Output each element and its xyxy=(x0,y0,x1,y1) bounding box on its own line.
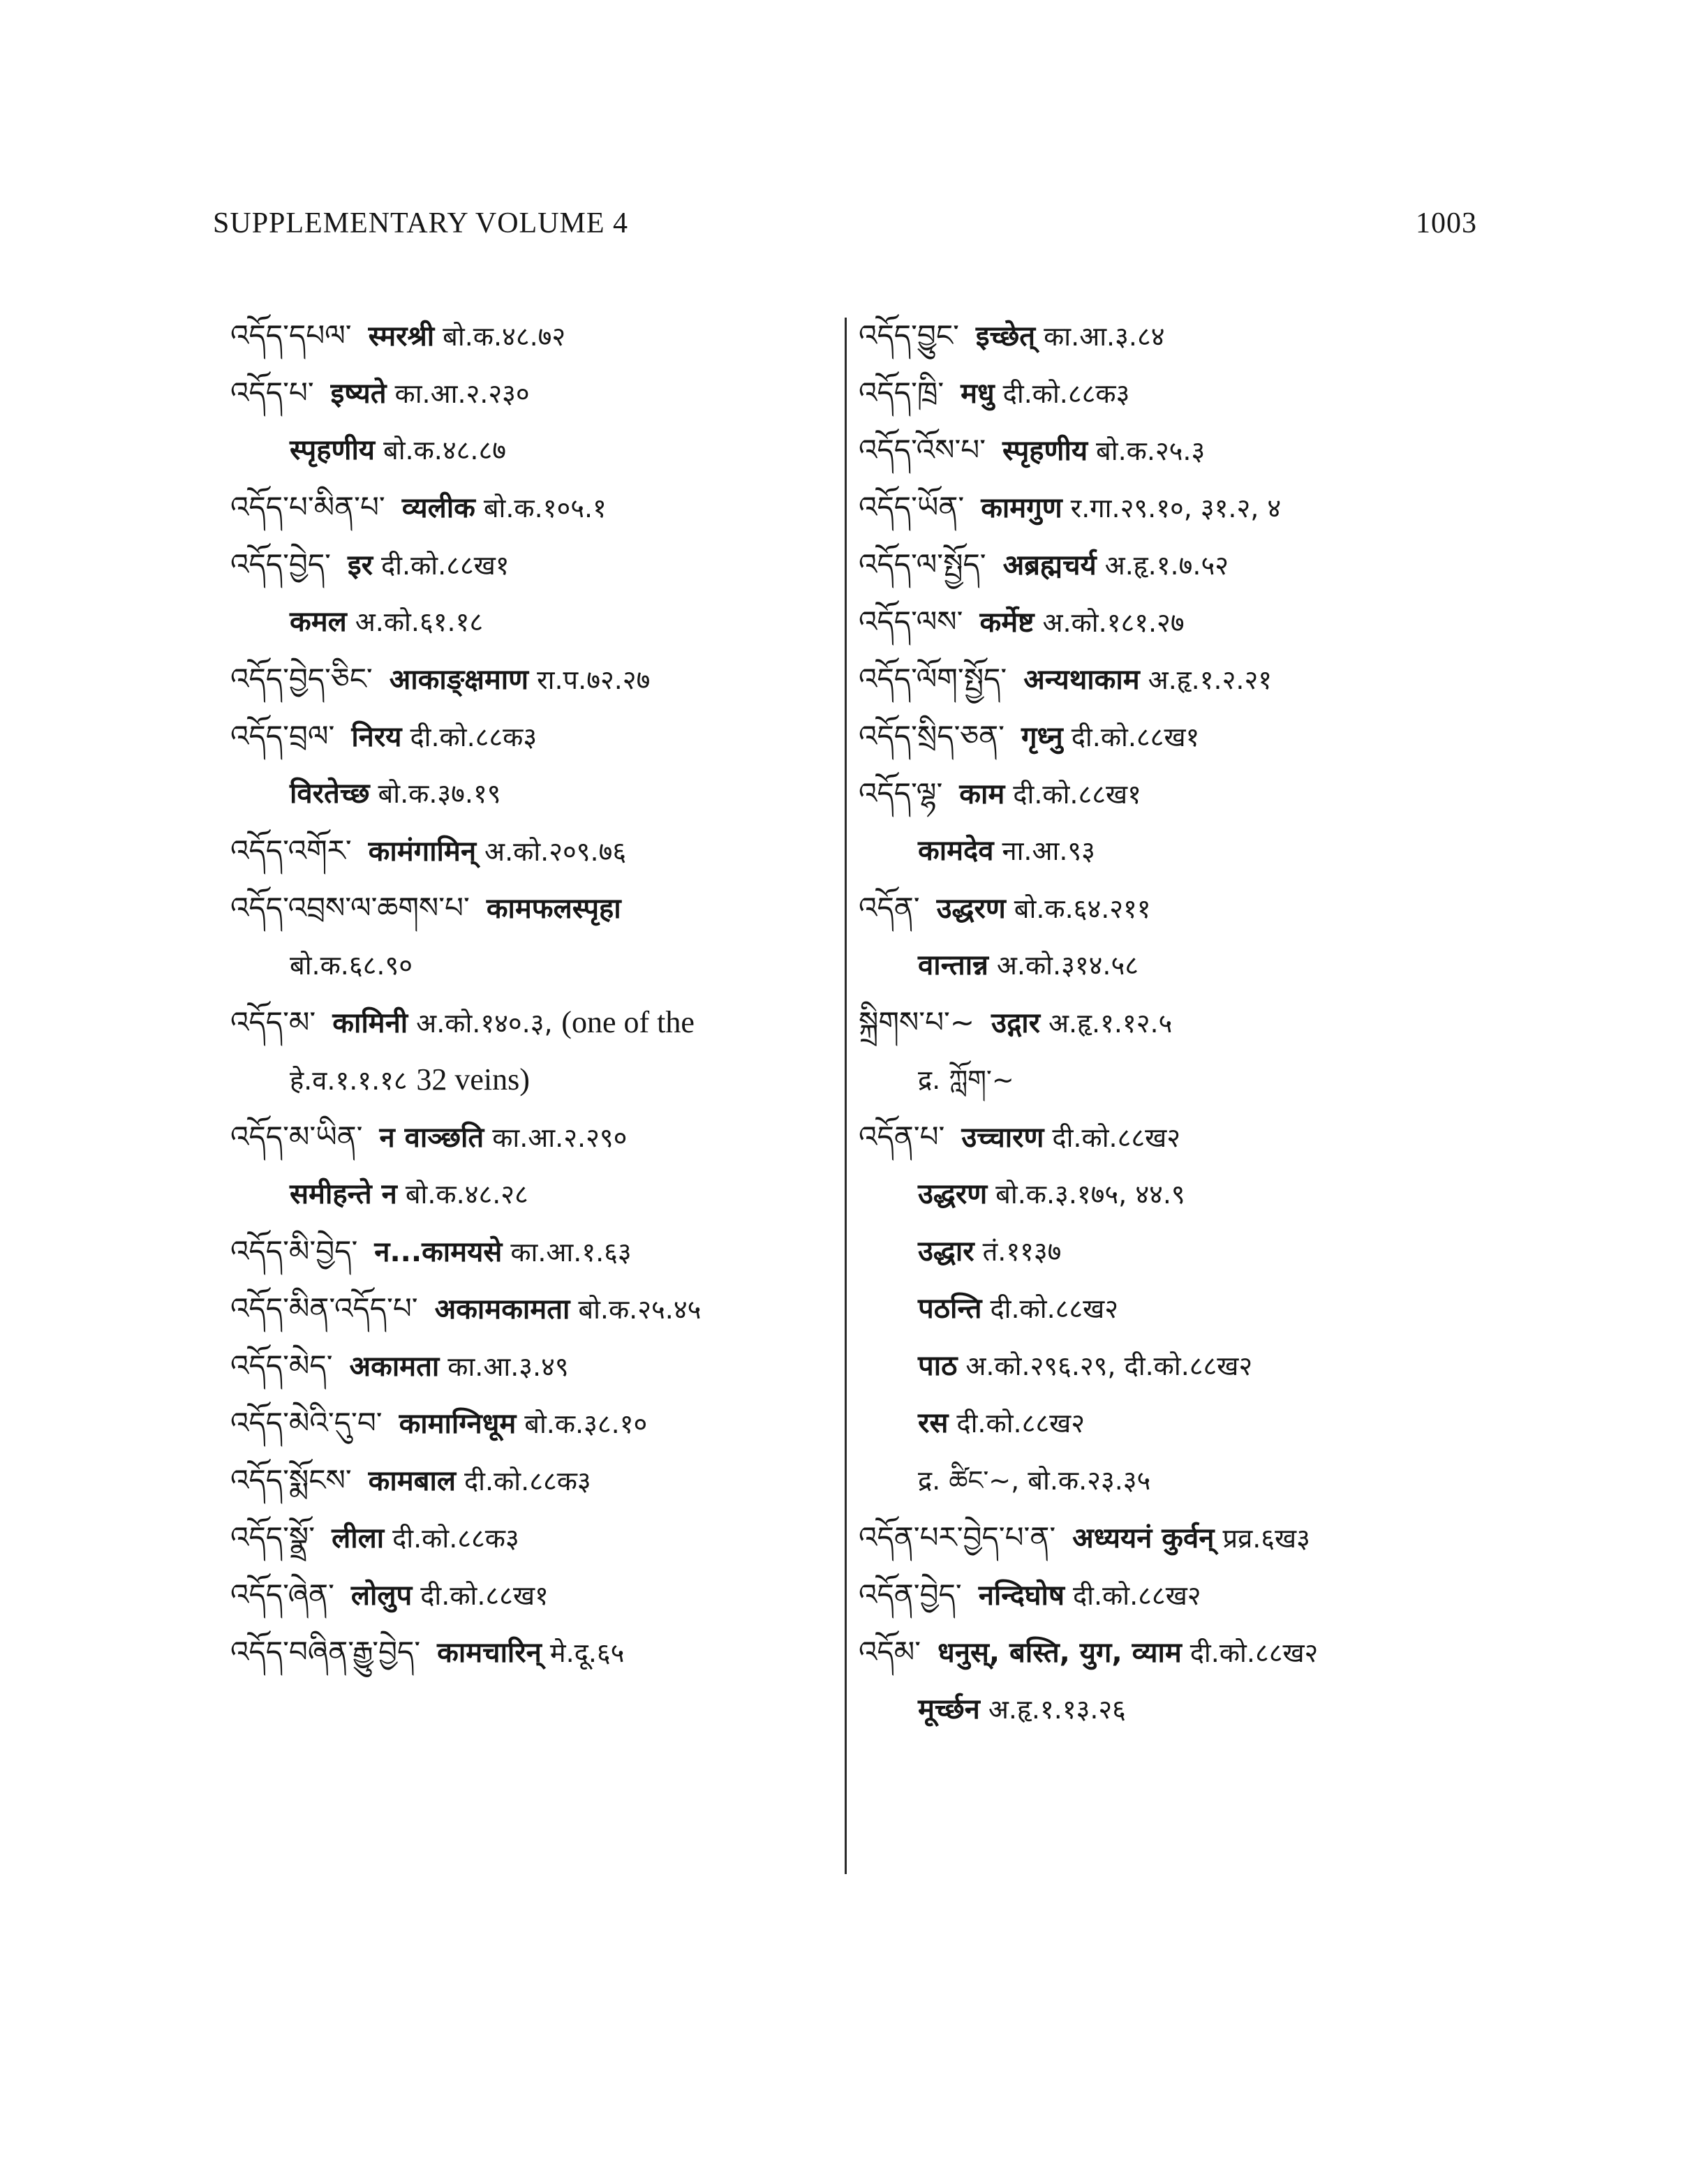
entry-continuation xyxy=(859,1337,1473,1395)
dictionary-entry xyxy=(230,536,838,593)
source-reference: हे.व.१.१.१८ xyxy=(290,1065,408,1096)
running-title: SUPPLEMENTARY VOLUME 4 xyxy=(213,207,629,239)
tibetan-headword: འདོད་འགོར་ xyxy=(230,833,352,868)
tibetan-headword: འདོད་འབྲས་ལ་ཆགས་པ་ xyxy=(230,891,470,925)
source-reference: दी.को.८८क३ xyxy=(464,1466,591,1496)
entry-continuation xyxy=(859,1166,1473,1223)
source-reference: दी.को.८८ख२ xyxy=(1072,1580,1201,1611)
sanskrit-equivalent: विरतेच्छ xyxy=(290,778,370,810)
source-reference: दी.को.८८ख१ xyxy=(1071,722,1200,752)
sanskrit-equivalent: रस xyxy=(918,1407,949,1439)
source-reference: दी.को.८८ख२ xyxy=(1052,1122,1180,1153)
sanskrit-equivalent: अकामता xyxy=(349,1351,440,1383)
sanskrit-equivalent: कमल xyxy=(290,606,347,638)
sanskrit-equivalent: लोलुप xyxy=(350,1580,413,1612)
tibetan-headword: འདོད་མེའི་དུ་བ་ xyxy=(230,1406,383,1440)
sanskrit-equivalent: इष्यते xyxy=(330,378,387,410)
dictionary-entry xyxy=(230,1566,838,1624)
dictionary-entry xyxy=(230,1509,838,1566)
sanskrit-equivalent: वान्तान्न xyxy=(918,949,988,981)
sanskrit-equivalent: कामफलस्पृहा xyxy=(486,893,621,925)
source-reference: बो.क.१०५.१ xyxy=(483,493,607,523)
page-number: 1003 xyxy=(1416,207,1477,239)
tibetan-headword: འདོམ་ xyxy=(859,1635,921,1669)
sanskrit-equivalent: कर्मेष्ट xyxy=(979,607,1035,639)
source-reference: द्र. ཚིང་~, बो.क.२३.३५ xyxy=(918,1465,1151,1496)
source-reference: दी.को.८८क३ xyxy=(1002,378,1130,409)
right-column xyxy=(859,307,1473,1738)
source-reference: दी.को.८८क३ xyxy=(410,722,538,752)
sanskrit-equivalent: मधु xyxy=(961,378,995,410)
page-header xyxy=(213,207,1477,248)
sanskrit-equivalent: स्मरश्री xyxy=(368,320,435,352)
entry-continuation xyxy=(859,1280,1473,1337)
source-reference: अ.को.२९६.२९, दी.को.८८ख२ xyxy=(965,1351,1253,1381)
sanskrit-equivalent: स्पृहणीय xyxy=(290,434,375,466)
entry-continuation xyxy=(859,1395,1473,1452)
source-reference: बो.क.६४.२११ xyxy=(1014,893,1151,924)
dictionary-entry xyxy=(859,364,1473,422)
source-reference: बो.क.४८.२८ xyxy=(405,1179,528,1210)
tibetan-headword: སྐྲིགས་པ་~ xyxy=(859,1005,975,1039)
source-reference: अ.को.६१.१८ xyxy=(355,607,484,637)
sanskrit-equivalent: व्यलीक xyxy=(401,492,475,524)
source-reference: का.आ.२.२३० xyxy=(394,378,530,409)
dictionary-entry xyxy=(230,1395,838,1452)
dictionary-entry xyxy=(230,479,838,536)
dictionary-entry xyxy=(859,1624,1473,1681)
tibetan-headword: འདོད་པ་མིན་པ་ xyxy=(230,490,385,524)
dictionary-entry xyxy=(230,822,838,879)
sanskrit-equivalent: स्पृहणीय xyxy=(1002,435,1088,467)
source-reference: का.आ.२.२९० xyxy=(492,1122,628,1153)
sanskrit-equivalent: उद्धरण xyxy=(936,893,1006,925)
tibetan-headword: འདོད་འོས་པ་ xyxy=(859,433,986,467)
tibetan-headword: འདོད་ཡོན་ xyxy=(859,490,965,524)
dictionary-entry xyxy=(859,422,1473,479)
dictionary-entry xyxy=(859,708,1473,765)
tibetan-headword: འདོན་ xyxy=(859,891,920,925)
tibetan-headword: འདོད་མ་ xyxy=(230,1005,316,1039)
dictionary-entry xyxy=(859,307,1473,364)
source-reference: बो.क.३८.१० xyxy=(524,1409,648,1439)
source-reference: का.आ.३.४९ xyxy=(447,1351,569,1382)
dictionary-entry xyxy=(859,1108,1473,1166)
dictionary-entry xyxy=(859,536,1473,593)
source-reference: बो.क.२५.४५ xyxy=(578,1294,702,1325)
sanskrit-equivalent: काम xyxy=(959,778,1005,810)
source-reference: दी.को.८८ख१ xyxy=(1013,779,1141,810)
sanskrit-equivalent: पाठ xyxy=(918,1350,958,1382)
dictionary-entry xyxy=(230,364,838,422)
source-reference: अ.को.२०९.७६ xyxy=(484,836,627,867)
tibetan-headword: འདོད་སྲིད་ཅན་ xyxy=(859,719,1005,753)
source-reference: दी.को.८८ख२ xyxy=(956,1408,1085,1439)
entry-continuation xyxy=(859,1051,1473,1108)
source-reference: अ.को.१४०.३, xyxy=(416,1008,553,1039)
english-note: (one of the xyxy=(561,1005,695,1039)
sanskrit-equivalent: कामगुण xyxy=(981,492,1062,524)
source-reference: का.आ.३.८४ xyxy=(1044,321,1165,352)
sanskrit-equivalent: कामचारिन् xyxy=(437,1637,542,1669)
tibetan-headword: འདོད་བྲལ་ xyxy=(230,719,335,753)
sanskrit-equivalent: इच्छेत् xyxy=(975,320,1036,352)
column-divider xyxy=(845,318,847,1874)
tibetan-headword: འདོད་བྱེད་ xyxy=(230,547,331,581)
source-reference: दी.को.८८ख१ xyxy=(420,1580,549,1611)
sanskrit-equivalent: अब्रह्मचर्य xyxy=(1002,549,1097,581)
source-reference: अ.को.१८१.२७ xyxy=(1042,607,1185,638)
dictionary-entry xyxy=(230,651,838,708)
entry-continuation xyxy=(230,593,838,651)
dictionary-entry xyxy=(859,1566,1473,1624)
source-reference: बो.क.४८.७२ xyxy=(443,321,566,352)
dictionary-entry xyxy=(859,593,1473,651)
tibetan-headword: འདོད་སྨོངས་ xyxy=(230,1463,352,1497)
source-reference: बो.क.३७.१९ xyxy=(378,778,501,809)
dictionary-entry xyxy=(859,765,1473,822)
english-note: 32 veins) xyxy=(416,1062,530,1097)
sanskrit-equivalent: अध्ययनं कुर्वन् xyxy=(1072,1522,1215,1554)
source-reference: दी.को.८८क३ xyxy=(392,1523,519,1554)
source-reference: अ.हृ.१.१३.२६ xyxy=(988,1694,1126,1725)
sanskrit-equivalent: अकामकामता xyxy=(434,1293,570,1325)
tibetan-headword: འདོད་བཞིན་རྒྱུ་བྱེད་ xyxy=(230,1635,421,1669)
source-reference: अ.को.३१४.५८ xyxy=(996,950,1139,981)
dictionary-entry xyxy=(859,479,1473,536)
entry-continuation xyxy=(859,822,1473,879)
tibetan-headword: འདོན་པ་ xyxy=(859,1120,945,1154)
sanskrit-equivalent: पठन्ति xyxy=(918,1293,982,1325)
source-reference: अ.हृ.१.१२.५ xyxy=(1048,1008,1173,1039)
dictionary-entry xyxy=(859,994,1473,1051)
source-reference: बो.क.३.१७५, ४४.९ xyxy=(995,1179,1185,1210)
source-reference: दी.को.८८ख२ xyxy=(990,1293,1119,1324)
source-reference: दी.को.८८ख१ xyxy=(380,550,510,581)
dictionary-entry xyxy=(230,1452,838,1509)
dictionary-entry xyxy=(859,1509,1473,1566)
sanskrit-equivalent: निरय xyxy=(351,721,402,753)
tibetan-headword: འདོད་བྱེད་ཅིང་ xyxy=(230,662,373,696)
sanskrit-equivalent: इर xyxy=(347,549,373,581)
dictionary-entry xyxy=(230,1337,838,1395)
dictionary-entry xyxy=(230,994,838,1051)
source-reference: रा.प.७२.२७ xyxy=(537,664,651,695)
source-reference: मे.दू.६५ xyxy=(549,1637,625,1668)
sanskrit-equivalent: लीला xyxy=(332,1522,385,1554)
tibetan-headword: འདོད་ལ་སྤྱོད་ xyxy=(859,547,986,581)
tibetan-headword: འདོད་བྱུང་ xyxy=(859,318,959,352)
tibetan-headword: འདོད་ཞེན་ xyxy=(230,1577,334,1612)
sanskrit-equivalent: नन्दिघोष xyxy=(978,1580,1065,1612)
sanskrit-equivalent: धनुस्, बस्ति, युग, व्याम xyxy=(937,1637,1182,1669)
dictionary-entry xyxy=(230,1624,838,1681)
tibetan-headword: འདོད་མེད་ xyxy=(230,1349,333,1383)
source-reference: अ.हृ.१.२.२१ xyxy=(1148,664,1272,695)
tibetan-headword: འདོན་བྱེད་ xyxy=(859,1577,962,1612)
dictionary-entry xyxy=(859,651,1473,708)
dictionary-entry xyxy=(230,1223,838,1280)
entry-continuation xyxy=(859,1223,1473,1280)
tibetan-headword: འདོད་ལྷ་ xyxy=(859,776,943,810)
source-reference: दी.को.८८ख२ xyxy=(1189,1637,1319,1668)
tibetan-headword: འདོན་པར་བྱེད་པ་ན་ xyxy=(859,1520,1056,1554)
sanskrit-equivalent: कामिनी xyxy=(332,1007,408,1039)
dictionary-entry xyxy=(230,307,838,364)
source-reference: द्र. ཀློག་~ xyxy=(918,1064,1014,1095)
entry-continuation xyxy=(230,937,838,994)
dictionary-entry xyxy=(230,1280,838,1337)
dictionary-entry xyxy=(230,879,838,937)
sanskrit-equivalent: उद्धार xyxy=(918,1235,974,1268)
tibetan-headword: འདོད་མི་བྱེད་ xyxy=(230,1234,358,1268)
source-reference: का.आ.१.६३ xyxy=(510,1237,632,1268)
tibetan-headword: འདོད་མ་ཡིན་ xyxy=(230,1120,363,1154)
source-reference: प्रव्र.६ख३ xyxy=(1222,1523,1310,1554)
sanskrit-equivalent: आकाङ्क्षमाण xyxy=(389,664,529,696)
sanskrit-equivalent: अन्यथाकाम xyxy=(1023,664,1140,696)
source-reference: बो.क.४८.८७ xyxy=(383,435,507,466)
sanskrit-equivalent: उद्गार xyxy=(991,1007,1040,1039)
sanskrit-equivalent: कामबाल xyxy=(368,1465,456,1497)
source-reference: तं.११३७ xyxy=(982,1236,1062,1267)
sanskrit-equivalent: कामाग्निधूम xyxy=(399,1408,517,1440)
source-reference: र.गा.२९.१०, ३१.२, ४ xyxy=(1070,493,1282,523)
dictionary-entry xyxy=(230,1108,838,1166)
source-reference: ना.आ.९३ xyxy=(1002,835,1095,866)
tibetan-headword: འདོད་མིན་འདོད་པ་ xyxy=(230,1291,418,1325)
entry-continuation xyxy=(230,765,838,822)
left-column xyxy=(230,307,838,1681)
tibetan-headword: འདོད་སྣྲོ་ xyxy=(230,1520,316,1554)
tibetan-headword: འདོད་ལོག་སྤྱོད་ xyxy=(859,662,1007,696)
sanskrit-equivalent: गृध्नु xyxy=(1021,721,1063,753)
tibetan-headword: འདོད་དཔལ་ xyxy=(230,318,352,352)
tibetan-headword: འདོད་པ་ xyxy=(230,376,314,410)
entry-continuation xyxy=(230,1051,838,1108)
tibetan-headword: འདོད་ལས་ xyxy=(859,604,963,639)
sanskrit-equivalent: समीहन्ते न xyxy=(290,1178,397,1210)
entry-continuation xyxy=(859,1452,1473,1509)
source-reference: बो.क.२५.३ xyxy=(1096,436,1206,466)
source-reference: बो.क.६८.९० xyxy=(290,950,413,981)
dictionary-entry xyxy=(859,879,1473,937)
sanskrit-equivalent: कामदेव xyxy=(918,835,994,867)
entry-continuation xyxy=(859,1681,1473,1738)
tibetan-headword: འདོད་ཁྲི་ xyxy=(859,376,944,410)
sanskrit-equivalent: उच्चारण xyxy=(961,1122,1044,1154)
sanskrit-equivalent: न...कामयसे xyxy=(374,1236,503,1268)
entry-continuation xyxy=(230,1166,838,1223)
source-reference: अ.हृ.१.७.५२ xyxy=(1104,550,1229,581)
entry-continuation xyxy=(230,422,838,479)
sanskrit-equivalent: उद्धरण xyxy=(918,1178,988,1210)
sanskrit-equivalent: कामंगामिन् xyxy=(368,835,477,868)
sanskrit-equivalent: मूर्च्छन xyxy=(918,1693,980,1725)
sanskrit-equivalent: न वाञ्छति xyxy=(379,1122,484,1154)
dictionary-entry xyxy=(230,708,838,765)
entry-continuation xyxy=(859,937,1473,994)
